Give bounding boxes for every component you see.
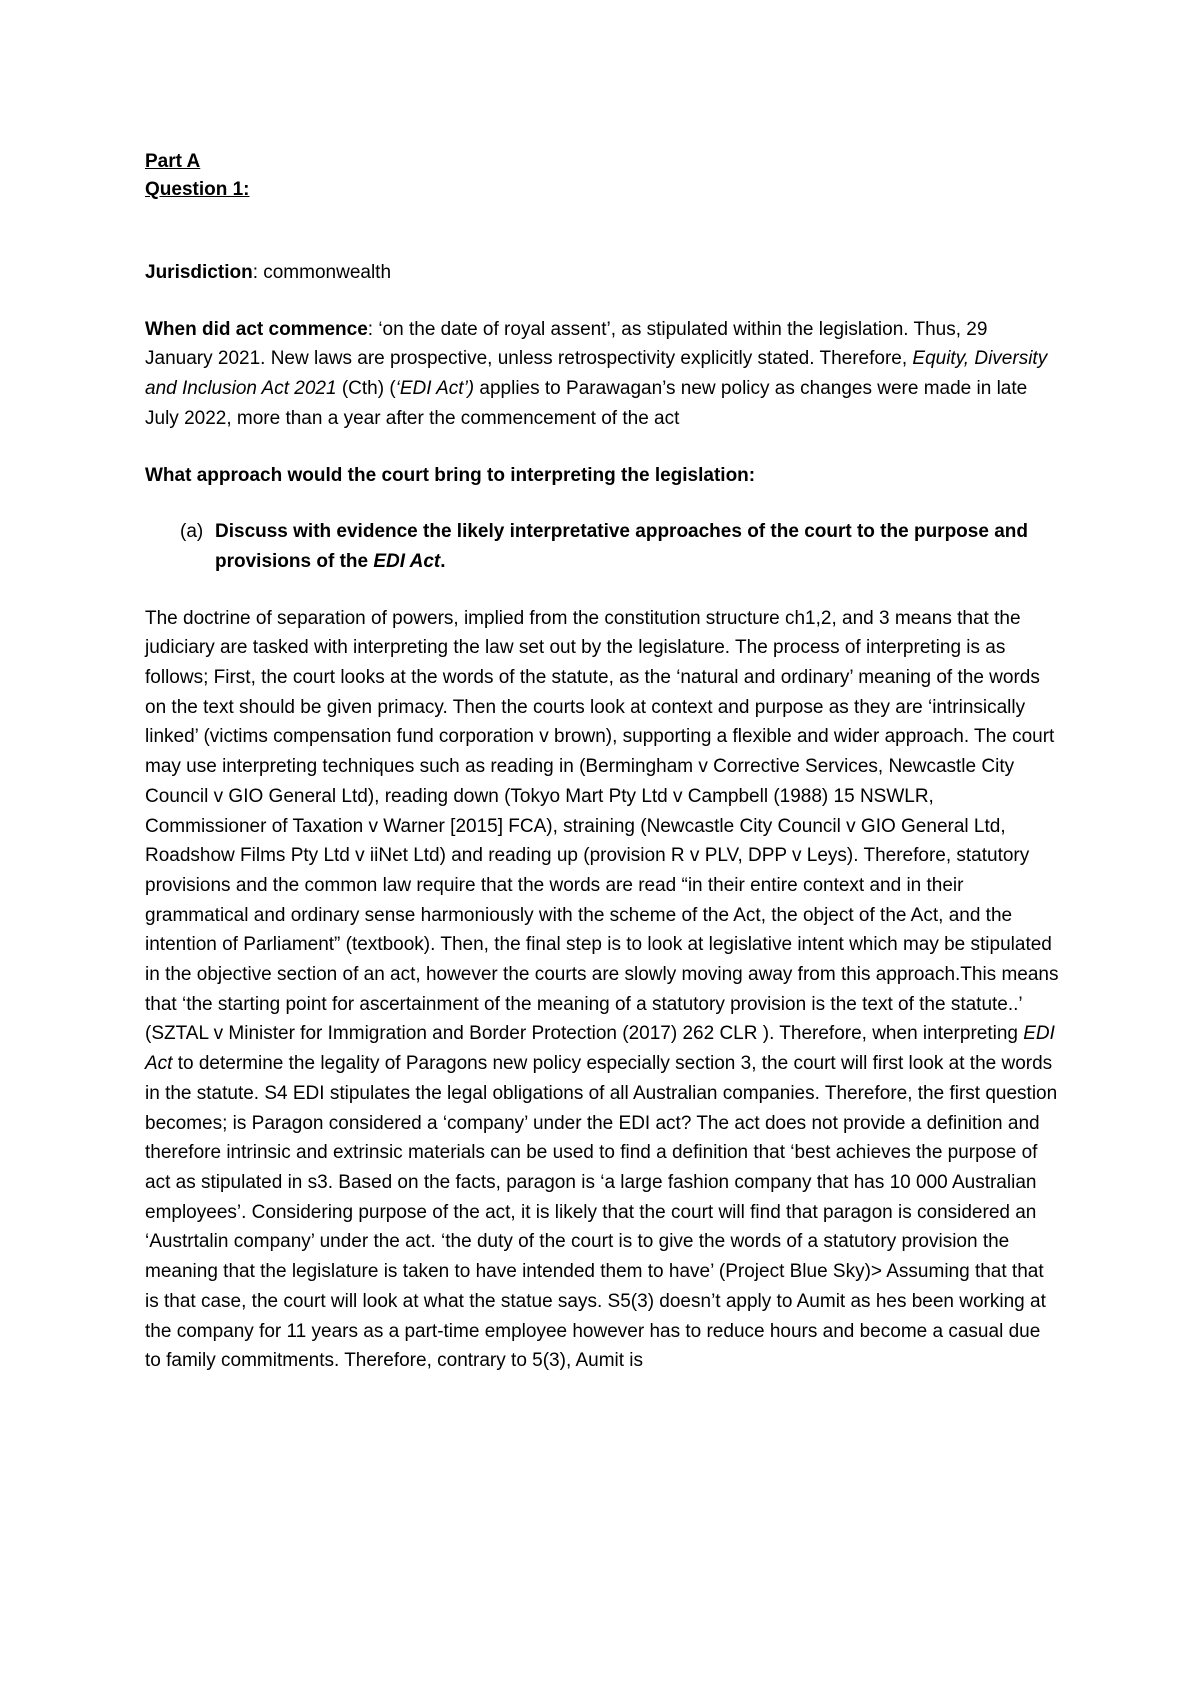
commence-paragraph	[145, 315, 1060, 434]
jurisdiction-line	[145, 258, 1060, 288]
approach-heading: What approach would the court bring to interpreting the legislation:	[145, 464, 756, 486]
sub-question-end: .	[440, 550, 446, 572]
spacer	[145, 204, 1060, 258]
act-abbrev: ‘EDI Act’)	[395, 378, 475, 400]
commence-text-1: : ‘on the date of royal assent’, as stipulated within the legislation. Thus, 29 January 2021. New laws are prospective, unless retrospectivity explicitly stated. Therefore,	[145, 318, 988, 370]
body-act-ref: EDI Act	[145, 1023, 1055, 1075]
spacer	[145, 434, 1060, 461]
question-heading: Question 1:	[145, 179, 250, 200]
body-part-2: to determine the legality of Paragons new policy especially section 3, the court will first look at the words in the statute. S4 EDI stipulates the legal obligations of all Australian companies. Therefore, the first question becomes; is Paragon considered a ‘company’ under the EDI act? The act does not provide a definition and therefore intrinsic and extrinsic materials can be used to find a definition that ‘best achieves the purpose of act as stipulated in s3. Based on the facts, paragon is ‘a large fashion company that has 10 000 Australian employees’. Considering purpose of the act, it is likely that the court will find that paragon is considered an ‘Austrtalin company’ under the act. ‘the duty of the court is to give the words of a statutory provision the meaning that the legislature is taken to have intended them to have’ (Project Blue Sky)> Assuming that that is that case, the court will look at what the statue says. S5(3) doesn’t apply to Aumit as hes been working at the company for 11 years as a part-time employee however has to reduce hours and become a casual due to family commitments. Therefore, contrary to 5(3), Aumit is	[145, 1053, 1058, 1372]
spacer	[145, 490, 1060, 517]
commence-text-3: applies to Parawagan’s new policy as changes were made in late July 2022, more than a year after the commencement of the act	[145, 378, 1028, 429]
jurisdiction-value: : commonwealth	[252, 262, 392, 283]
commence-label: When did act commence	[145, 318, 368, 340]
spacer	[145, 577, 1060, 604]
jurisdiction-label: Jurisdiction	[145, 262, 253, 283]
act-name: Equity, Diversity and Inclusion Act 2021	[145, 348, 1048, 400]
body-paragraph	[145, 604, 1060, 1376]
sub-question-body: Discuss with evidence the likely interpretative approaches of the court to the purpose and provisions of the	[215, 521, 1028, 572]
body-part-1: The doctrine of separation of powers, implied from the constitution structure ch1,2, and 3 means that the judiciary are tasked with interpreting the law set out by the legislature. The process of interpreting is as follows; First, the court looks at the words of the statute, as the ‘natural and ordinary’ meaning of the words on the text should be given primacy. Then the courts look at context and purpose as they are ‘intrinsically linked’ (victims compensation fund corporation v brown), supporting a flexible and wider approach. The court may use interpreting techniques such as reading in (Bermingham v Corrective Services, Newcastle City Council v GIO General Ltd), reading down (Tokyo Mart Pty Ltd v Campbell (1988) 15 NSWLR, Commissioner of Taxation v Warner [2015] FCA), straining (Newcastle City Council v GIO General Ltd, Roadshow Films Pty Ltd v iiNet Ltd) and reading up (provision R v PLV, DPP v Leys). Therefore, statutory provisions and the common law require that the words are read “in their entire context and in their grammatical and ordinary sense harmoniously with the scheme of the Act, the object of the Act, and the intention of Parliament” (textbook). Then, the final step is to look at legislative intent which may be stipulated in the objective section of an act, however the courts are slowly moving away from this approach.This means that ‘the starting point for ascertainment of the meaning of a statutory provision is the text of the statute..’ (SZTAL v Minister for Immigration and Border Protection (2017) 262 CLR ). Therefore, when interpreting	[145, 607, 1059, 1045]
sub-question-text	[215, 517, 1060, 576]
commence-text-2: (Cth) (	[336, 378, 396, 400]
sub-question-act: EDI Act	[373, 550, 441, 572]
sub-question-label: (a)	[180, 521, 204, 543]
spacer	[145, 288, 1060, 315]
part-heading: Part A	[145, 151, 201, 172]
sub-question-a	[145, 517, 1060, 576]
